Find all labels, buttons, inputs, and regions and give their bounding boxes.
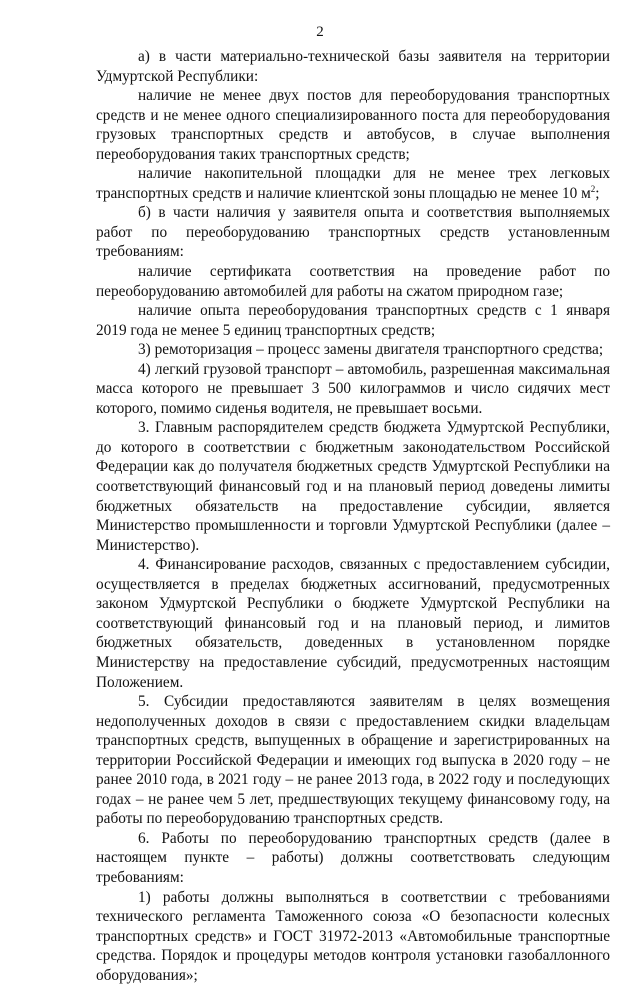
- definition-light-truck: 4) легкий грузовой транспорт – автомобиль, разрешенная максимальная масса которого не превышает 3 500 килограммов и число сидячих мест которого, помимо сиденья водителя, не превышает восьми.: [96, 360, 610, 417]
- page-number: 2: [316, 24, 324, 40]
- square-meter-superscript: 2: [590, 183, 596, 194]
- paragraph-b-experience: наличие опыта переоборудования транспортных средств с 1 января 2019 года не менее 5 единиц транспортных средств;: [96, 302, 610, 339]
- paragraph-b: б) в части наличия у заявителя опыта и соответствия выполняемых работ по переоборудованию транспортных средств установленным требованиям:: [96, 204, 610, 261]
- paragraph-a-storage-text: наличие накопительной площадки для не менее трех легковых транспортных средств и наличие клиентской зоны площадью не менее 10 м: [96, 165, 610, 202]
- clause-3: 3. Главным распорядителем средств бюджета Удмуртской Республики, до которого в соответствии с бюджетным законодательством Российской Федерации как до получателя бюджетных средств Удмуртской Республики на соответствующий финансовый год и на плановый период доведены лимиты бюджетных обязательств на предоставление субсидии, является Министерство промышленности и торговли Удмуртской Республики (далее – Министерство).: [96, 419, 610, 554]
- clause-6: 6. Работы по переоборудованию транспортных средств (далее в настоящем пункте – работы) должны соответствовать следующим требованиям:: [96, 829, 610, 886]
- clause-5: 5. Субсидии предоставляются заявителям в целях возмещения недополученных доходов в связи с предоставлением скидки владельцам транспортных средств, выпущенных в обращение и зарегистрированных на территории Российской Федерации и имеющих год выпуска в 2020 году – не ранее 2010 года, в 2021 году – не ранее 2013 года, в 2022 году и последующих годах – не ранее чем 5 лет, предшествующих текущему финансовому году, на работы по переоборудованию транспортных средств.: [96, 693, 610, 828]
- paragraph-a-storage: [96, 164, 610, 203]
- paragraph-a: а) в части материально-технической базы заявителя на территории Удмуртской Республики:: [96, 48, 610, 85]
- paragraph-a-storage-tail: ;: [595, 184, 600, 202]
- clause-6-item-1: 1) работы должны выполняться в соответствии с требованиями технического регламента Таможенного союза «О безопасности колесных транспортных средств» и ГОСТ 31972-2013 «Автомобильные транспортные средства. Порядок и процедуры методов контроля установки газобаллонного оборудования»;: [96, 888, 610, 984]
- document-body: [96, 47, 610, 985]
- paragraph-b-certificate: наличие сертификата соответствия на проведение работ по переоборудованию автомобилей для работы на сжатом природном газе;: [96, 263, 610, 300]
- definition-remotorization: 3) ремоторизация – процесс замены двигателя транспортного средства;: [138, 341, 604, 359]
- paragraph-a-posts: наличие не менее двух постов для переоборудования транспортных средств и не менее одного специализированного поста для переоборудования грузовых транспортных средств и автобусов, в случае выполнения переоборудования таких транспортных средств;: [96, 87, 610, 163]
- clause-4: 4. Финансирование расходов, связанных с предоставлением субсидии, осуществляется в пределах бюджетных ассигнований, предусмотренных законом Удмуртской Республики о бюджете Удмуртской Республики на соответствующий финансовый год и на плановый период, и лимитов бюджетных обязательств, доведенных в установленном порядке Министерству на предоставление субсидий, предусмотренных настоящим Положением.: [96, 556, 610, 691]
